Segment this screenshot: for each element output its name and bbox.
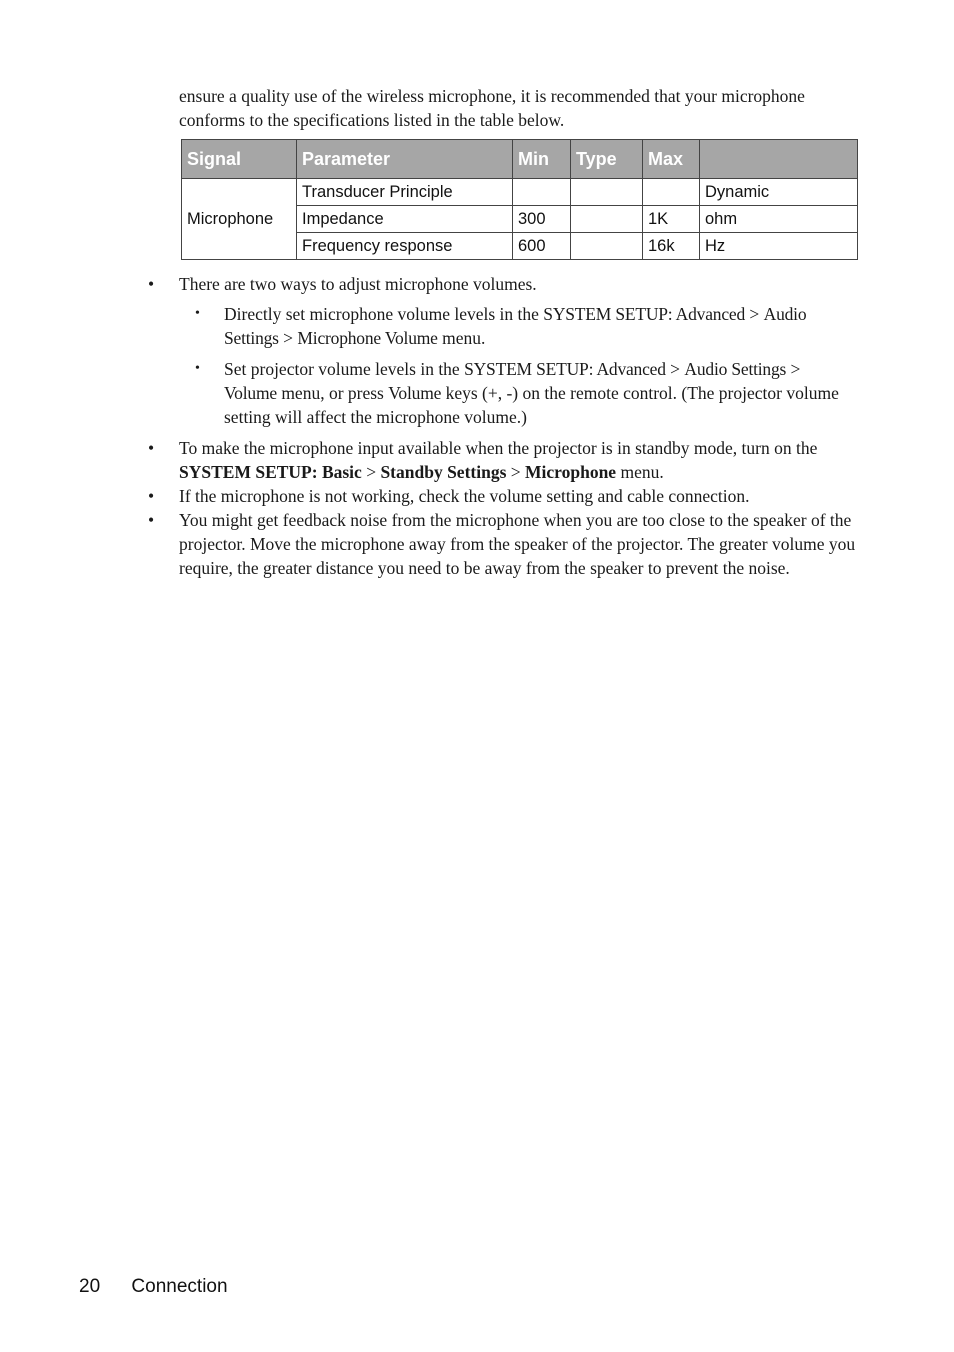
volume-key-label: Volume bbox=[388, 383, 442, 403]
table-row bbox=[182, 179, 858, 206]
cell-max bbox=[643, 179, 700, 206]
cell-min: 300 bbox=[513, 206, 571, 233]
menu-path-audio-settings: Audio Settings bbox=[224, 304, 807, 348]
bullet-icon: • bbox=[148, 274, 155, 294]
cell-type bbox=[571, 179, 643, 206]
sub-text: keys (+, -) on the remote control. (The projector volume setting will affect the microphone volume.) bbox=[224, 383, 839, 427]
sub-text: menu. bbox=[437, 328, 486, 348]
section-title: Connection bbox=[131, 1276, 228, 1297]
microphone-spec-table bbox=[181, 139, 858, 260]
sub-text: Directly set microphone volume levels in the bbox=[224, 304, 544, 324]
cell-signal: Microphone bbox=[182, 179, 297, 260]
page-number: 20 bbox=[79, 1276, 101, 1297]
bullet-text: There are two ways to adjust microphone volumes. bbox=[179, 274, 537, 294]
bullet-icon: • bbox=[195, 361, 200, 376]
menu-separator: > bbox=[506, 462, 526, 482]
header-unit bbox=[700, 140, 858, 179]
bullet-text: You might get feedback noise from the microphone when you are too close to the speaker of the projector. Move the microphone away from the speaker of the projector. The greater volume you require, the greater distance you need to be away from the speaker to prevent the noise. bbox=[179, 510, 856, 578]
menu-separator: > bbox=[278, 328, 298, 348]
list-item bbox=[148, 272, 856, 429]
cell-parameter: Impedance bbox=[297, 206, 513, 233]
list-item bbox=[148, 508, 856, 580]
bullet-text: To make the microphone input available when the projector is in standby mode, turn on the bbox=[179, 438, 818, 458]
cell-max: 16k bbox=[643, 233, 700, 260]
bullet-text: If the microphone is not working, check the volume setting and cable connection. bbox=[179, 486, 750, 506]
sub-list bbox=[179, 302, 856, 429]
table-header-row bbox=[182, 140, 858, 179]
sub-text: menu, or press bbox=[276, 383, 389, 403]
notes-list bbox=[148, 272, 856, 580]
intro-paragraph: ensure a quality use of the wireless microphone, it is recommended that your microphone conforms to the specifications listed in the table below. bbox=[179, 86, 805, 130]
menu-separator: > bbox=[665, 359, 685, 379]
cell-type bbox=[571, 206, 643, 233]
sub-list-item bbox=[179, 357, 856, 429]
menu-separator: > bbox=[361, 462, 381, 482]
bullet-icon: • bbox=[195, 306, 200, 321]
header-signal: Signal bbox=[182, 140, 297, 179]
cell-min: 600 bbox=[513, 233, 571, 260]
header-type: Type bbox=[571, 140, 643, 179]
menu-path-microphone: Microphone bbox=[525, 462, 617, 482]
bullet-icon: • bbox=[148, 438, 155, 458]
cell-parameter: Frequency response bbox=[297, 233, 513, 260]
menu-path-microphone-volume: Microphone Volume bbox=[297, 328, 438, 348]
menu-separator: > bbox=[786, 359, 801, 379]
menu-path-system-setup-advanced: SYSTEM SETUP: Advanced bbox=[543, 304, 746, 324]
cell-type bbox=[571, 233, 643, 260]
sub-list-item bbox=[179, 302, 856, 350]
page-footer bbox=[79, 1276, 228, 1298]
menu-separator: > bbox=[745, 304, 764, 324]
cell-parameter: Transducer Principle bbox=[297, 179, 513, 206]
list-item bbox=[148, 484, 856, 508]
sub-text: Set projector volume levels in the bbox=[224, 359, 465, 379]
header-min: Min bbox=[513, 140, 571, 179]
cell-min bbox=[513, 179, 571, 206]
cell-max: 1K bbox=[643, 206, 700, 233]
header-parameter: Parameter bbox=[297, 140, 513, 179]
bullet-icon: • bbox=[148, 486, 155, 506]
header-max: Max bbox=[643, 140, 700, 179]
menu-path-volume: Volume bbox=[224, 383, 277, 403]
cell-unit: Dynamic bbox=[700, 179, 858, 206]
menu-path-audio-settings: Audio Settings bbox=[684, 359, 787, 379]
menu-path-system-setup-basic: SYSTEM SETUP: Basic bbox=[179, 462, 362, 482]
bullet-text: menu. bbox=[616, 462, 664, 482]
cell-unit: ohm bbox=[700, 206, 858, 233]
cell-unit: Hz bbox=[700, 233, 858, 260]
menu-path-system-setup-advanced: SYSTEM SETUP: Advanced bbox=[464, 359, 666, 379]
menu-path-standby-settings: Standby Settings bbox=[380, 462, 507, 482]
bullet-icon: • bbox=[148, 510, 155, 530]
list-item bbox=[148, 436, 856, 484]
